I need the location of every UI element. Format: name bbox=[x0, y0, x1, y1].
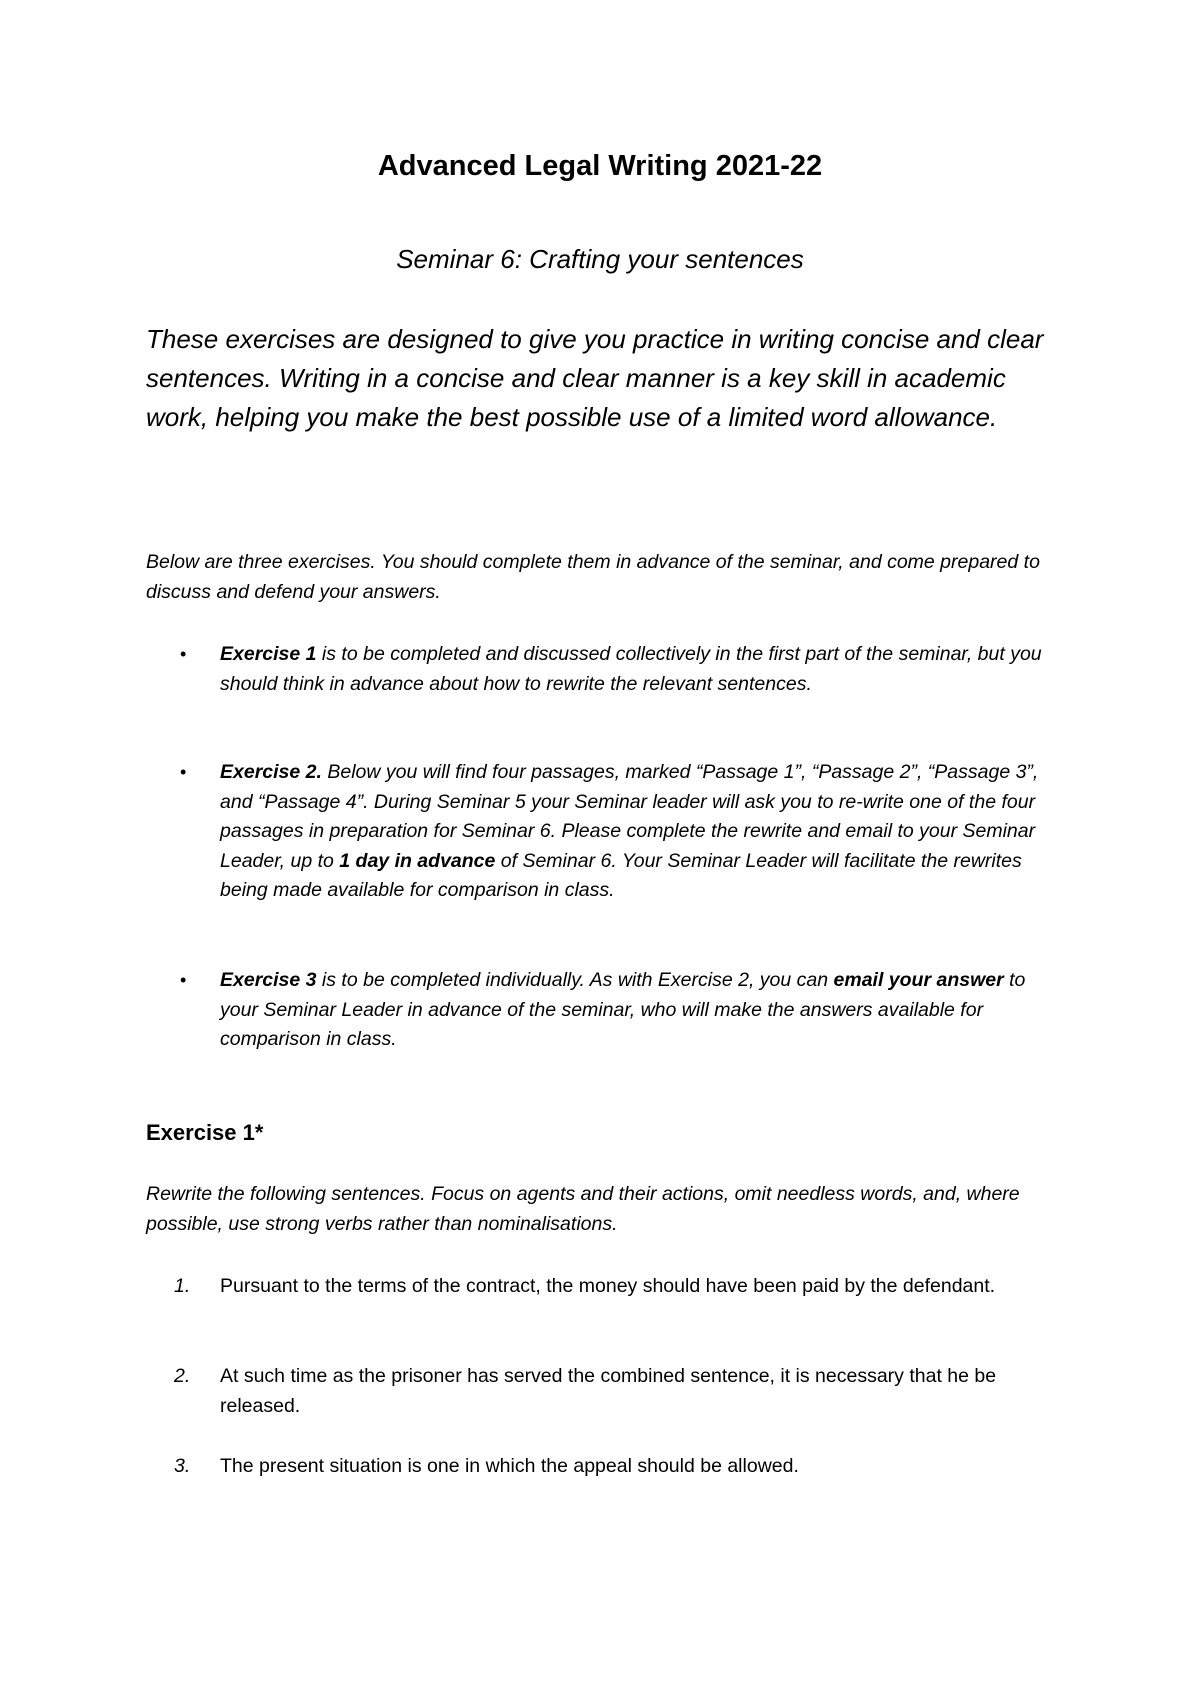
exercise-description: is to be completed and discussed collectively in the first part of the seminar, but you should think in advance about how to rewrite the relevant sentences. bbox=[220, 643, 1042, 695]
exercise-description-cont: of Seminar 6. Your Seminar Leader will facilitate the rewrites being made available for comparison in class. bbox=[220, 849, 1022, 901]
exercise-label: Exercise 2. bbox=[220, 761, 322, 783]
list-item bbox=[174, 1362, 1060, 1421]
item-text: At such time as the prisoner has served the combined sentence, it is necessary that he be released. bbox=[220, 1365, 997, 1417]
bullet-icon: • bbox=[180, 644, 187, 664]
list-item bbox=[180, 640, 1060, 699]
document-subtitle: Seminar 6: Crafting your sentences bbox=[396, 244, 804, 274]
document-title: Advanced Legal Writing 2021-22 bbox=[377, 150, 823, 182]
exercise1-instructions: Rewrite the following sentences. Focus on agents and their actions, omit needless words, and, where possible, use strong verbs rather than nominalisations. bbox=[146, 1183, 1020, 1235]
list-item bbox=[174, 1452, 1060, 1482]
exercise-description: is to be completed individually. As with Exercise 2, you can bbox=[316, 969, 834, 991]
item-number: 1. bbox=[174, 1275, 191, 1297]
intro-paragraph: These exercises are designed to give you practice in writing concise and clear sentences. Writing in a concise and clear manner is a key skill in academic work, helping you make the best possible use of a limited word allowance. bbox=[146, 324, 1044, 432]
lead-paragraph: Below are three exercises. You should complete them in advance of the seminar, and come prepared to discuss and defend your answers. bbox=[146, 551, 1040, 603]
bullet-icon: • bbox=[180, 762, 187, 782]
exercise-description-cont: to your Seminar Leader in advance of the seminar, who will make the answers available for comparison in class. bbox=[220, 969, 1026, 1050]
emphasis-text: email your answer bbox=[833, 969, 1004, 991]
list-item bbox=[180, 966, 1060, 1055]
item-number: 3. bbox=[174, 1455, 191, 1477]
list-item bbox=[174, 1272, 1060, 1302]
exercise-description: Below you will find four passages, marked “Passage 1”, “Passage 2”, “Passage 3”, and “Passage 4”. During Seminar 5 your Seminar leader will ask you to re-write one of the four passages in preparation for Seminar 6. Please complete the rewrite and email to your Seminar Leader, up to bbox=[220, 761, 1039, 872]
exercise1-heading: Exercise 1* bbox=[146, 1120, 264, 1145]
exercise-label: Exercise 1 bbox=[220, 643, 317, 665]
bullet-icon: • bbox=[180, 970, 187, 990]
list-item bbox=[180, 758, 1060, 906]
emphasis-text: 1 day in advance bbox=[339, 849, 496, 872]
exercise-label: Exercise 3 bbox=[220, 969, 317, 991]
item-text: Pursuant to the terms of the contract, the money should have been paid by the defendant. bbox=[220, 1275, 996, 1297]
item-text: The present situation is one in which the appeal should be allowed. bbox=[220, 1455, 799, 1477]
item-number: 2. bbox=[174, 1365, 191, 1387]
